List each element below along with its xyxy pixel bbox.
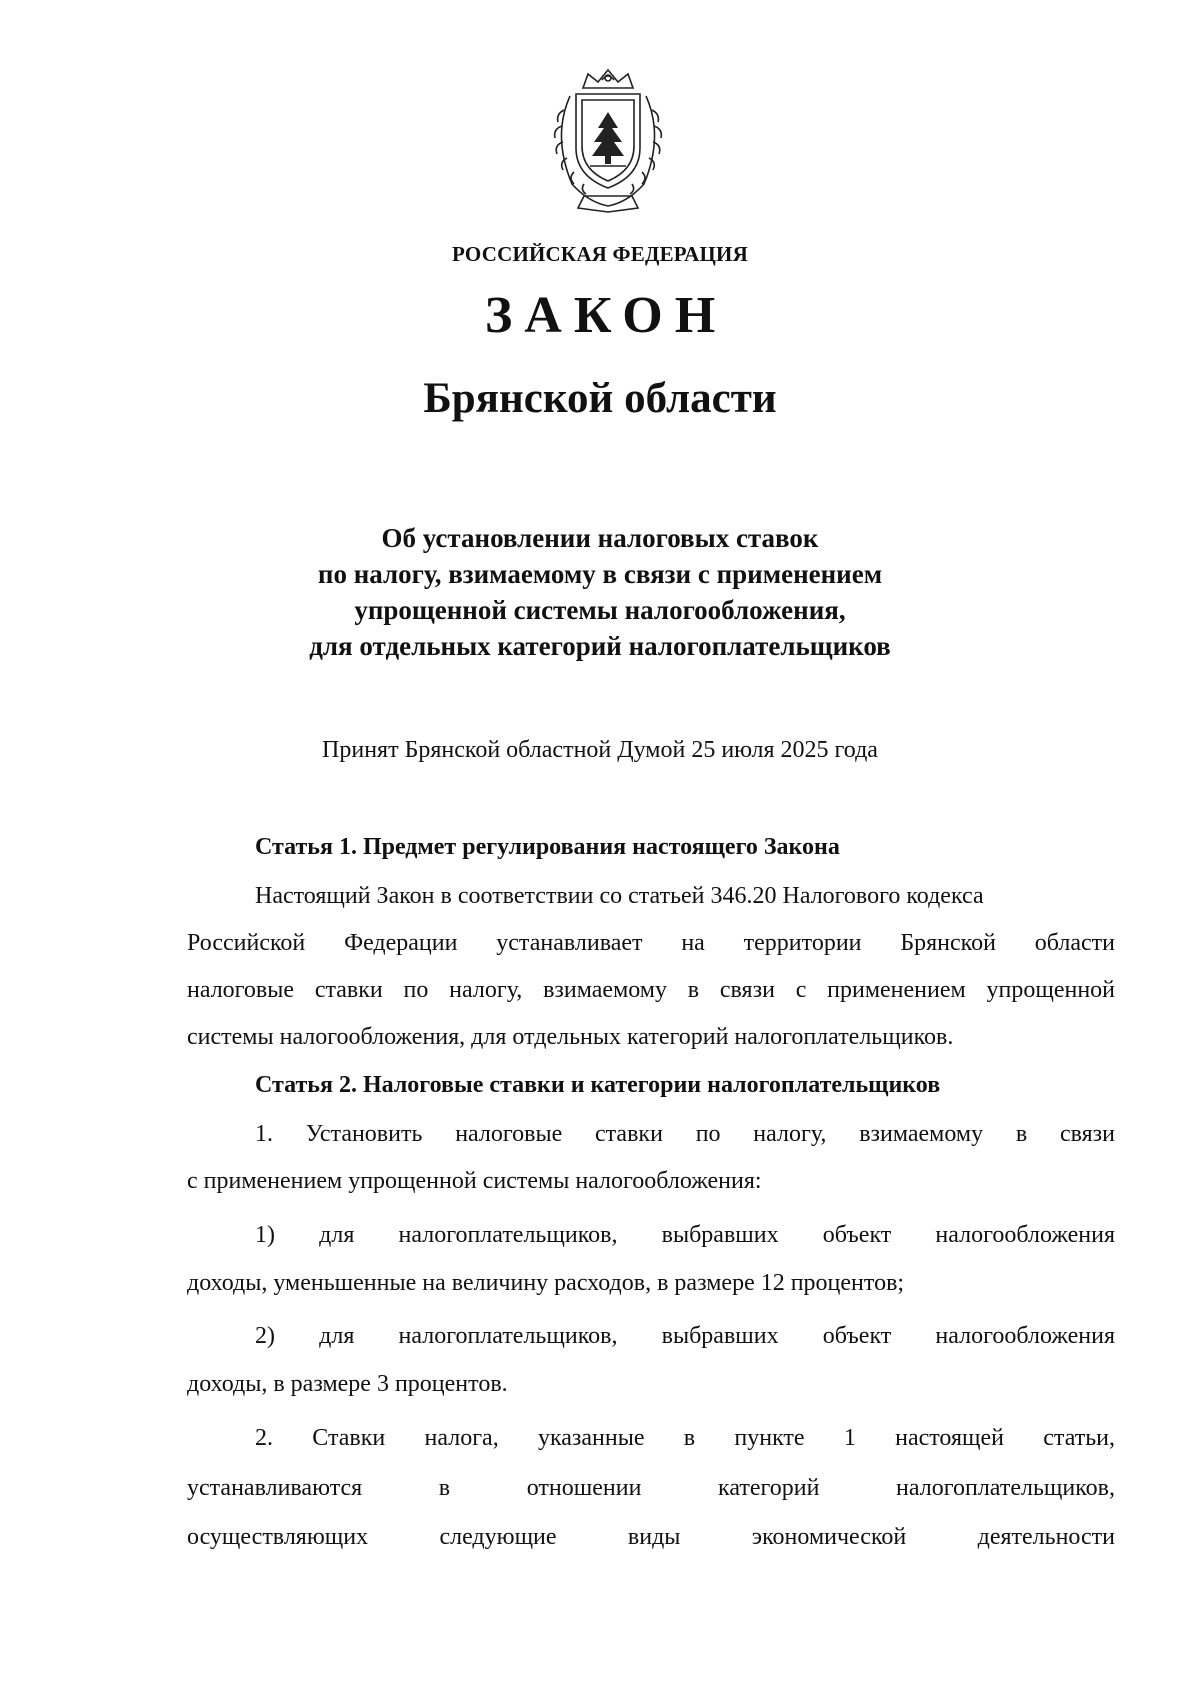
article-2-heading: Статья 2. Налоговые ставки и категории налогоплательщиков xyxy=(255,1072,941,1098)
law-name-line: для отдельных категорий налогоплательщиков xyxy=(309,631,891,661)
article-2-paragraph-line: с применением упрощенной системы налогообложения: xyxy=(187,1168,762,1194)
article-1-line: налоговые ставки по налогу, взимаемому в связи с применением упрощенной xyxy=(187,977,1115,1003)
country-title: РОССИЙСКАЯ ФЕДЕРАЦИЯ xyxy=(452,242,748,266)
law-name-line: упрощенной системы налогообложения, xyxy=(354,595,846,625)
article-1-line: Российской Федерации устанавливает на территории Брянской области xyxy=(187,930,1115,956)
article-2-paragraph-line: 2. Ставки налога, указанные в пункте 1 настоящей статьи, xyxy=(255,1425,1115,1451)
article-2-paragraph-line: 1. Установить налоговые ставки по налогу, взимаемому в связи xyxy=(255,1121,1115,1147)
article-2-paragraph-line: осуществляющих следующие виды экономической деятельности xyxy=(187,1524,1115,1550)
article-2-item-line: доходы, в размере 3 процентов. xyxy=(187,1371,508,1397)
article-2-item-line: 1) для налогоплательщиков, выбравших объект налогообложения xyxy=(255,1222,1115,1248)
adoption-note: Принят Брянской областной Думой 25 июля 2025 года xyxy=(322,737,878,763)
article-2-paragraph-line: устанавливаются в отношении категорий налогоплательщиков, xyxy=(187,1475,1115,1501)
region-title: Брянской области xyxy=(423,375,777,422)
law-title: ЗАКОН xyxy=(484,287,728,344)
law-name-line: Об установлении налоговых ставок xyxy=(381,523,819,553)
coat-of-arms-emblem xyxy=(538,66,678,216)
article-1-line: Настоящий Закон в соответствии со статьей 346.20 Налогового кодекса xyxy=(255,883,984,909)
law-name xyxy=(0,520,1200,664)
article-1-heading: Статья 1. Предмет регулирования настоящего Закона xyxy=(255,834,840,860)
law-name-line: по налогу, взимаемому в связи с применением xyxy=(317,559,883,589)
article-2-item-line: 2) для налогоплательщиков, выбравших объект налогообложения xyxy=(255,1323,1115,1349)
article-2-item-line: доходы, уменьшенные на величину расходов, в размере 12 процентов; xyxy=(187,1270,905,1296)
article-1-line: системы налогообложения, для отдельных категорий налогоплательщиков. xyxy=(187,1024,954,1050)
